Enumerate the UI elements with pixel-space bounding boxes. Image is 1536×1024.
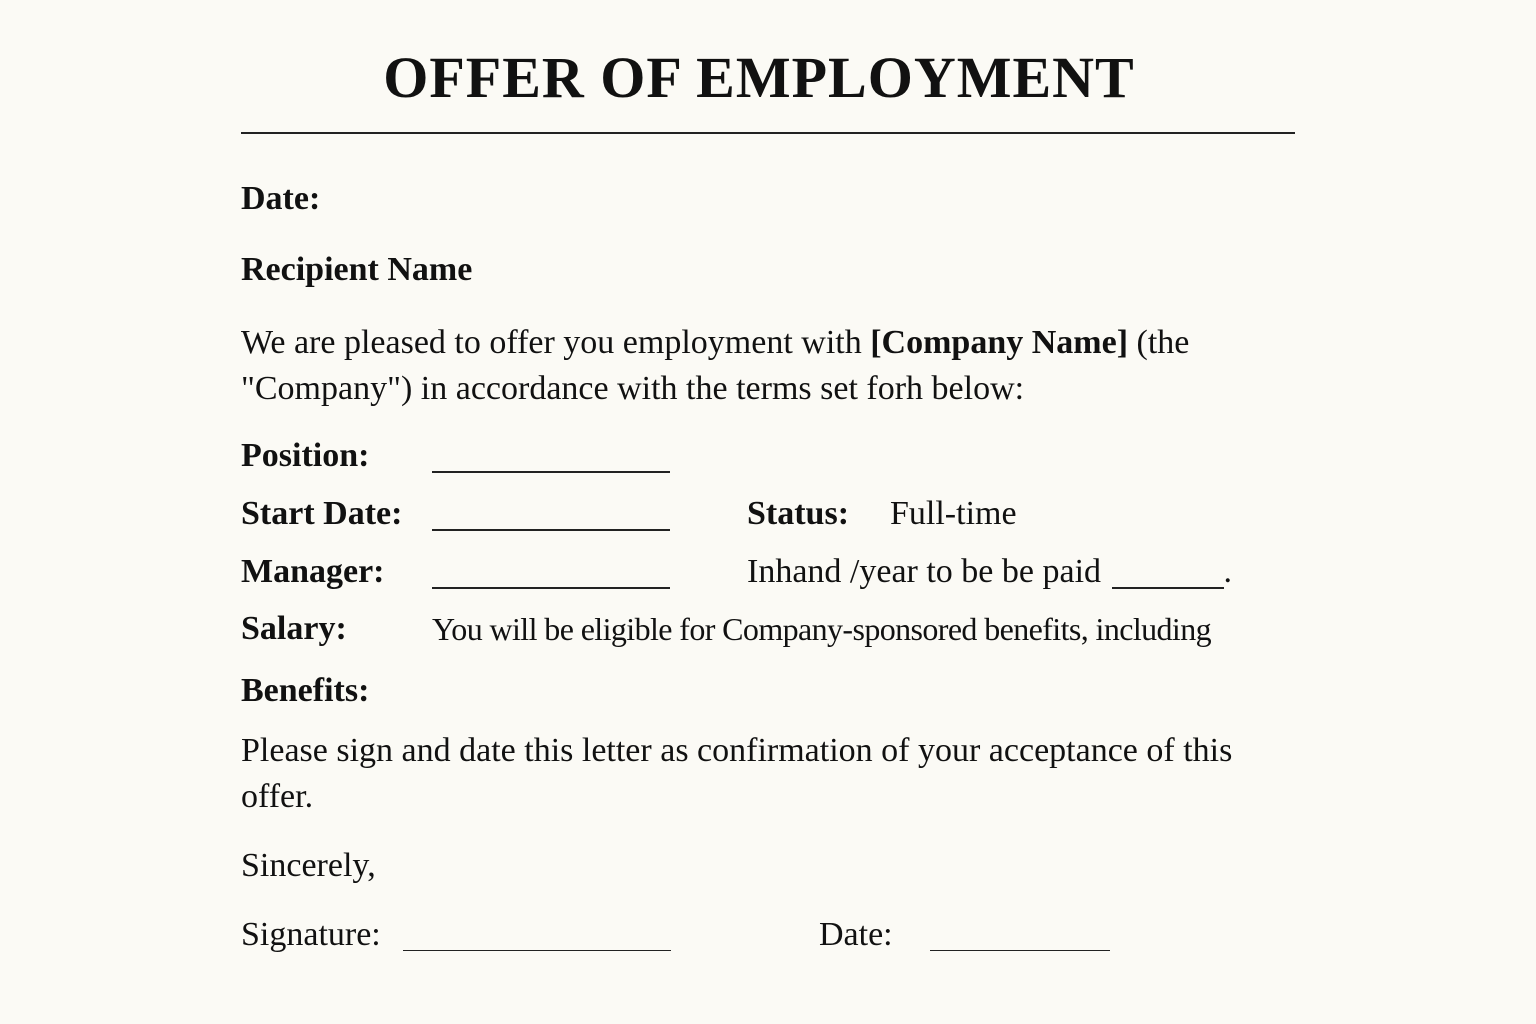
acceptance-instruction: Please sign and date this letter as confirmation of your acceptance of this offer. [241, 732, 1233, 815]
intro-text-part1: We are pleased to offer you employment with [241, 324, 871, 361]
salary-text-part2: . [1223, 553, 1233, 590]
benefits-label: Benefits: [241, 672, 370, 709]
manager-label: Manager: [241, 553, 385, 590]
page-title: OFFER OF EMPLOYMENT [383, 45, 1135, 110]
start-date-blank[interactable] [432, 529, 670, 531]
manager-blank[interactable] [432, 587, 670, 589]
salary-pay-blank[interactable] [1112, 587, 1224, 589]
signature-blank[interactable] [403, 950, 671, 951]
company-name: [Company Name] [870, 324, 1129, 361]
intro-text-part2: (the "Company") in accordance with the terms set forh below: [241, 324, 1190, 407]
salary-text-part1: Inhand /year to be be paid [747, 553, 1110, 590]
status-value: Full-time [890, 495, 1017, 532]
title-divider [241, 132, 1295, 134]
recipient-name-label: Recipient Name [241, 251, 473, 288]
sincerely-text: Sincerely, [241, 847, 376, 884]
status-label: Status: [747, 495, 850, 532]
salary-text [747, 553, 1232, 591]
signature-date-label: Date: [819, 916, 893, 953]
date-label: Date: [241, 180, 321, 217]
signature-label: Signature: [241, 916, 381, 953]
signature-date-blank[interactable] [930, 950, 1110, 951]
position-blank[interactable] [432, 471, 670, 473]
salary-label: Salary: [241, 610, 347, 647]
intro-paragraph [241, 320, 1301, 412]
benefits-text: You will be eligible for Company-sponsored benefits, including [432, 611, 1212, 647]
start-date-label: Start Date: [241, 495, 403, 532]
position-label: Position: [241, 437, 370, 474]
